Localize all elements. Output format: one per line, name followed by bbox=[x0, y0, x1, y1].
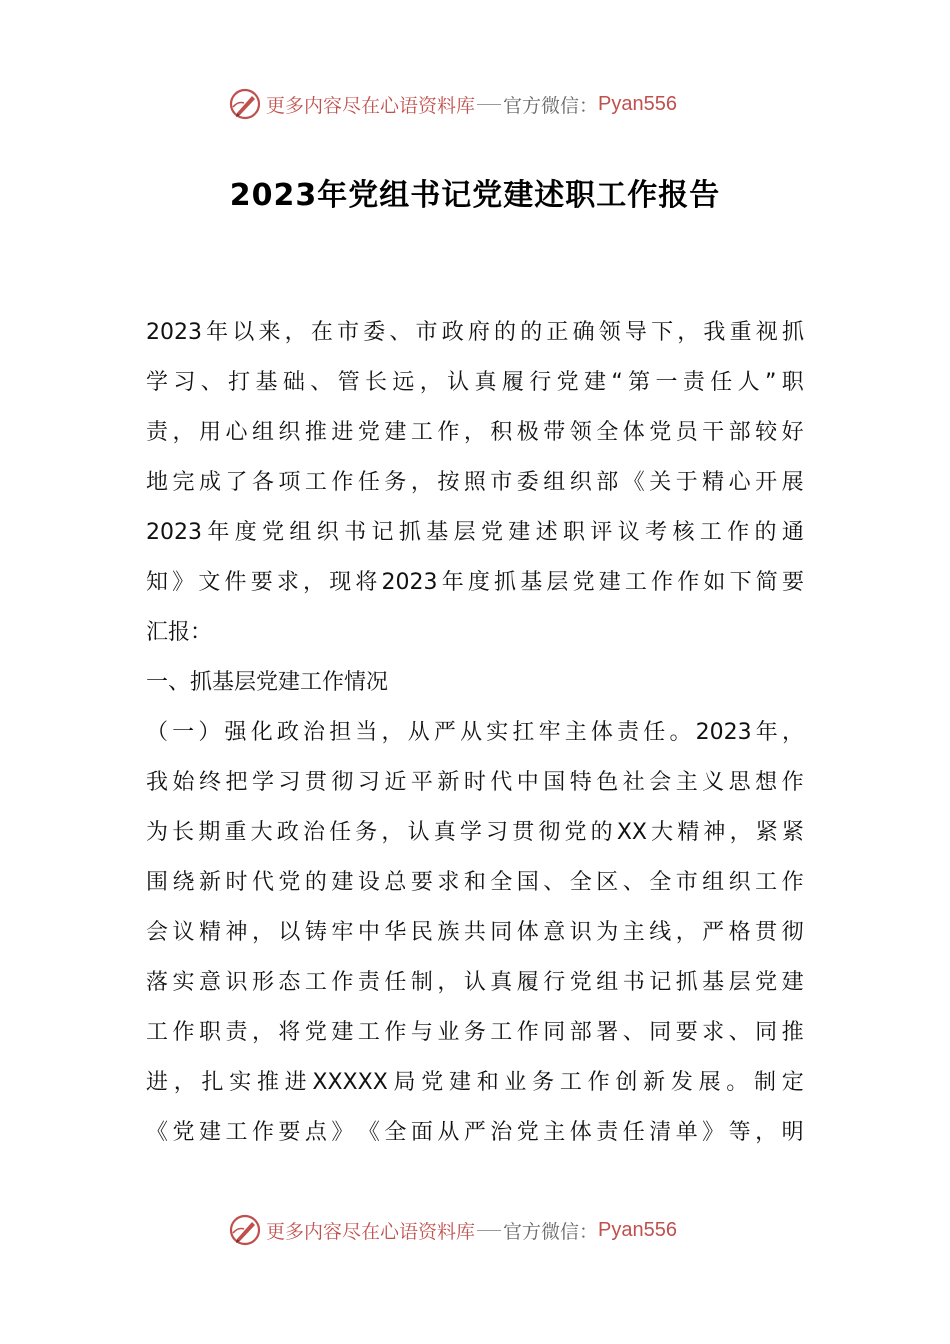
body-line: 围 绕 新 时 代 党 的 建 设 总 要 求 和 全 国 、 全 区 、 全 市 组 织 工 作 bbox=[146, 870, 804, 895]
watermark-footer bbox=[228, 1210, 677, 1250]
document-body bbox=[146, 308, 804, 1158]
watermark-official-label: 官方微信： bbox=[503, 1220, 599, 1243]
watermark-dash bbox=[477, 104, 501, 105]
body-line: 一、抓基层党建工作情况 bbox=[146, 670, 389, 695]
body-line: 会 议 精 神 ， 以 铸 牢 中 华 民 族 共 同 体 意 识 为 主 线 ， 严 格 贯 彻 bbox=[146, 920, 804, 945]
pen-logo-icon bbox=[228, 87, 262, 121]
body-line: 工 作 职 责 ， 将 党 建 工 作 与 业 务 工 作 同 部 署 、 同 要 求 、 同 推 bbox=[146, 1020, 804, 1045]
watermark-main-text: 更多内容尽在心语资料库 bbox=[266, 94, 476, 117]
watermark-official-label: 官方微信： bbox=[503, 94, 599, 117]
body-line: 2023 年 以 来 ， 在 市 委 、 市 政 府 的 的 正 确 领 导 下 ， 我 重 视 抓 bbox=[146, 320, 804, 345]
body-line: 落 实 意 识 形 态 工 作 责 任 制 ， 认 真 履 行 党 组 书 记 抓 基 层 党 建 bbox=[146, 970, 804, 995]
body-line: 学 习 、 打 基 础 、 管 长 远 ， 认 真 履 行 党 建 “ 第 一 责 任 人 ” 职 bbox=[146, 370, 804, 395]
watermark-main-text: 更多内容尽在心语资料库 bbox=[266, 1220, 476, 1243]
body-line: 2023 年 度 党 组 织 书 记 抓 基 层 党 建 述 职 评 议 考 核 工 作 的 通 bbox=[146, 520, 804, 545]
body-line: 汇报： bbox=[146, 620, 213, 645]
watermark-dash bbox=[477, 1230, 501, 1231]
body-line: 责 ， 用 心 组 织 推 进 党 建 工 作 ， 积 极 带 领 全 体 党 员 干 部 较 好 bbox=[146, 420, 804, 445]
watermark-wechat-id: Pyan556 bbox=[598, 1218, 677, 1241]
watermark-header bbox=[228, 84, 677, 124]
body-line: 我 始 终 把 学 习 贯 彻 习 近 平 新 时 代 中 国 特 色 社 会 主 义 思 想 作 bbox=[146, 770, 804, 795]
body-line: （ 一 ） 强 化 政 治 担 当 ， 从 严 从 实 扛 牢 主 体 责 任 。 2023 年 ， bbox=[146, 720, 804, 745]
watermark-wechat-id: Pyan556 bbox=[598, 92, 677, 115]
body-line: 《 党 建 工 作 要 点 》 《 全 面 从 严 治 党 主 体 责 任 清 单 》 等 ， 明 bbox=[146, 1120, 804, 1145]
document-title: 2023年党组书记党建述职工作报告 bbox=[229, 178, 721, 213]
pen-logo-icon bbox=[228, 1213, 262, 1247]
body-line: 进 ， 扎 实 推 进 XXXXX 局 党 建 和 业 务 工 作 创 新 发 展 。 制 定 bbox=[146, 1070, 804, 1095]
body-line: 地 完 成 了 各 项 工 作 任 务 ， 按 照 市 委 组 织 部 《 关 于 精 心 开 展 bbox=[146, 470, 804, 495]
body-line: 为 长 期 重 大 政 治 任 务 ， 认 真 学 习 贯 彻 党 的 XX 大 精 神 ， 紧 紧 bbox=[146, 820, 804, 845]
body-line: 知 》 文 件 要 求 ， 现 将 2023 年 度 抓 基 层 党 建 工 作 作 如 下 简 要 bbox=[146, 570, 804, 595]
